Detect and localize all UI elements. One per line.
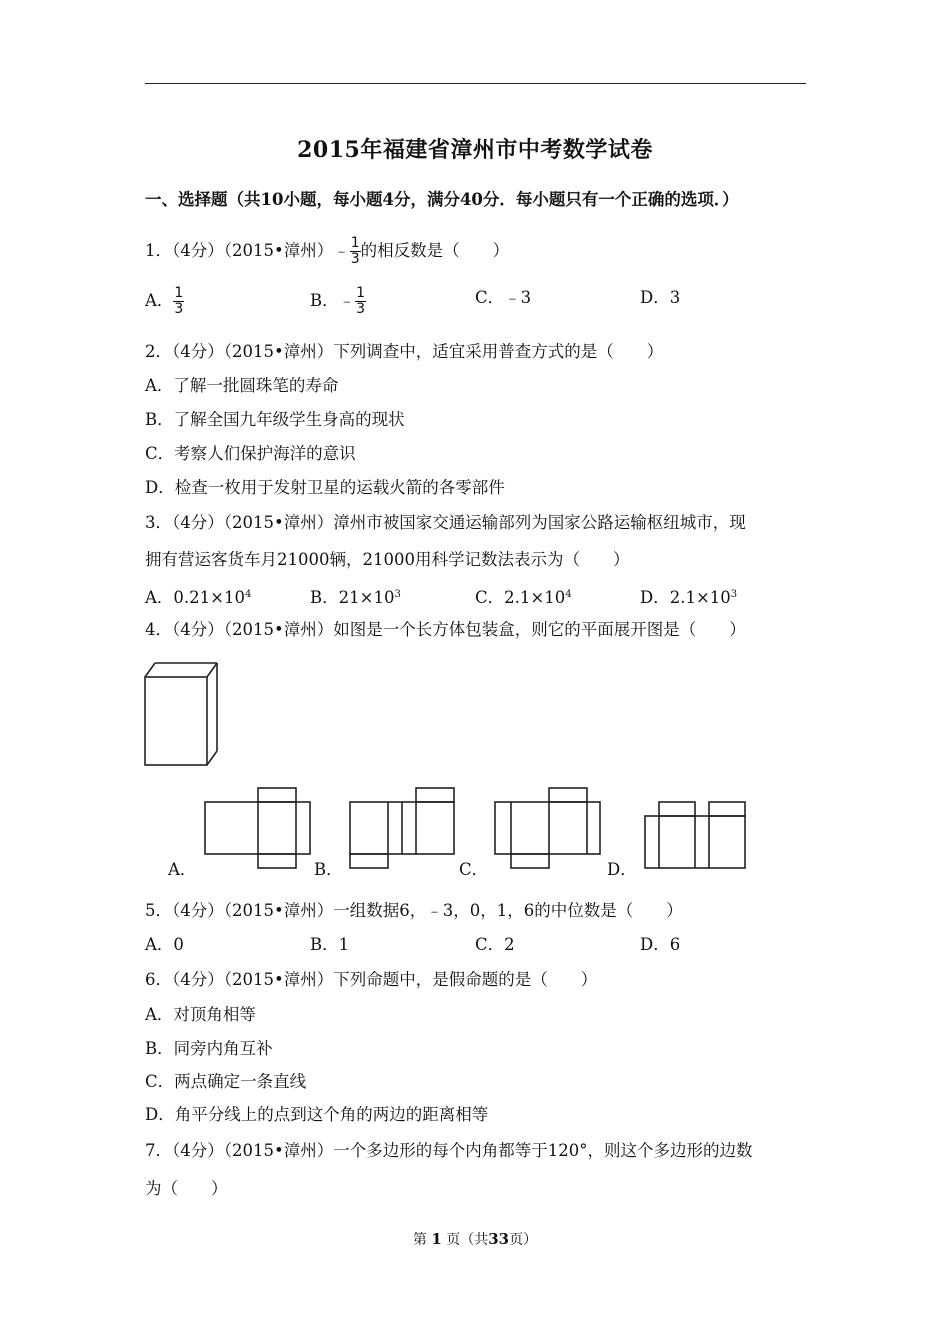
question-5-stem: 5．（4分）（2015•漳州）一组数据6，﹣3，0，1，6的中位数是（ ） xyxy=(145,901,683,920)
box-figure xyxy=(145,663,217,765)
q3-option-d: D．$2.1\times 10^3$ xyxy=(640,588,738,607)
q4-option-a: A． xyxy=(168,860,197,879)
page-number: 1 xyxy=(431,1230,442,1248)
question-6-stem: 6．（4分）（2015•漳州）下列命题中，是假命题的是（ ） xyxy=(145,970,598,989)
q1-stem-post: 的相反数是（ ） xyxy=(360,241,510,260)
q3-option-b: B．$21\times 10^3$ xyxy=(310,588,401,607)
q1-option-a: A． $\frac{1}{3}$ xyxy=(145,285,184,317)
page-total: 33 xyxy=(488,1230,510,1248)
q1-option-c: C．﹣3 xyxy=(475,288,532,307)
q2-option-b: B．了解全国九年级学生身高的现状 xyxy=(145,410,405,429)
header-rule xyxy=(145,83,806,84)
page-footer: 第 1 页（共33页） xyxy=(412,1230,538,1248)
q1-option-b: B．﹣ $\frac{1}{3}$ xyxy=(310,285,366,317)
net-option-c xyxy=(495,788,600,868)
question-2-stem: 2．（4分）（2015•漳州）下列调查中，适宜采用普查方式的是（ ） xyxy=(145,342,664,361)
q5-option-d: D．6 xyxy=(640,935,681,954)
q6-option-b: B．同旁内角互补 xyxy=(145,1039,273,1058)
net-option-a xyxy=(205,788,310,868)
section-heading: 一、选择题（共10小题，每小题4分，满分40分．每小题只有一个正确的选项．） xyxy=(145,190,739,209)
question-3-stem-line1: 3．（4分）（2015•漳州）漳州市被国家交通运输部列为国家公路运输枢纽城市，现 xyxy=(145,513,746,532)
question-1-stem xyxy=(145,236,509,267)
q6-option-c: C．两点确定一条直线 xyxy=(145,1072,307,1091)
q5-option-c: C．2 xyxy=(475,935,515,954)
q3-option-a: A．$0.21\times 10^4$ xyxy=(145,588,252,607)
q5-option-b: B．1 xyxy=(310,935,350,954)
q6-option-a: A．对顶角相等 xyxy=(145,1005,256,1024)
question-4-stem: 4．（4分）（2015•漳州）如图是一个长方体包装盒，则它的平面展开图是（ ） xyxy=(145,620,746,639)
question-3-stem-line2: 拥有营运客货车月21000辆，21000用科学记数法表示为（ ） xyxy=(145,550,630,569)
net-option-b xyxy=(350,788,454,868)
question-7-stem-line1: 7．（4分）（2015•漳州）一个多边形的每个内角都等于120°，则这个多边形的边数 xyxy=(145,1141,753,1160)
question-7-stem-line2: 为（ ） xyxy=(145,1179,228,1198)
q3-option-c: C．$2.1\times 10^4$ xyxy=(475,588,572,607)
q1-option-d: D．3 xyxy=(640,288,681,307)
q1-fraction: $\frac{1}{3}$ xyxy=(350,235,360,267)
page-title: 2015年福建省漳州市中考数学试卷 xyxy=(297,137,653,163)
q6-option-d: D．角平分线上的点到这个角的两边的距离相等 xyxy=(145,1105,489,1124)
q4-option-d: D． xyxy=(607,860,637,879)
q2-option-a: A．了解一批圆珠笔的寿命 xyxy=(145,376,339,395)
q2-option-d: D．检查一枚用于发射卫星的运载火箭的各零部件 xyxy=(145,478,505,497)
q1-stem-pre: 1．（4分）（2015•漳州）﹣ xyxy=(145,241,350,260)
q4-option-b: B． xyxy=(314,860,343,879)
net-option-d xyxy=(645,802,745,868)
q4-option-c: C． xyxy=(459,860,489,879)
q2-option-c: C．考察人们保护海洋的意识 xyxy=(145,444,356,463)
q5-option-a: A．0 xyxy=(145,935,184,954)
